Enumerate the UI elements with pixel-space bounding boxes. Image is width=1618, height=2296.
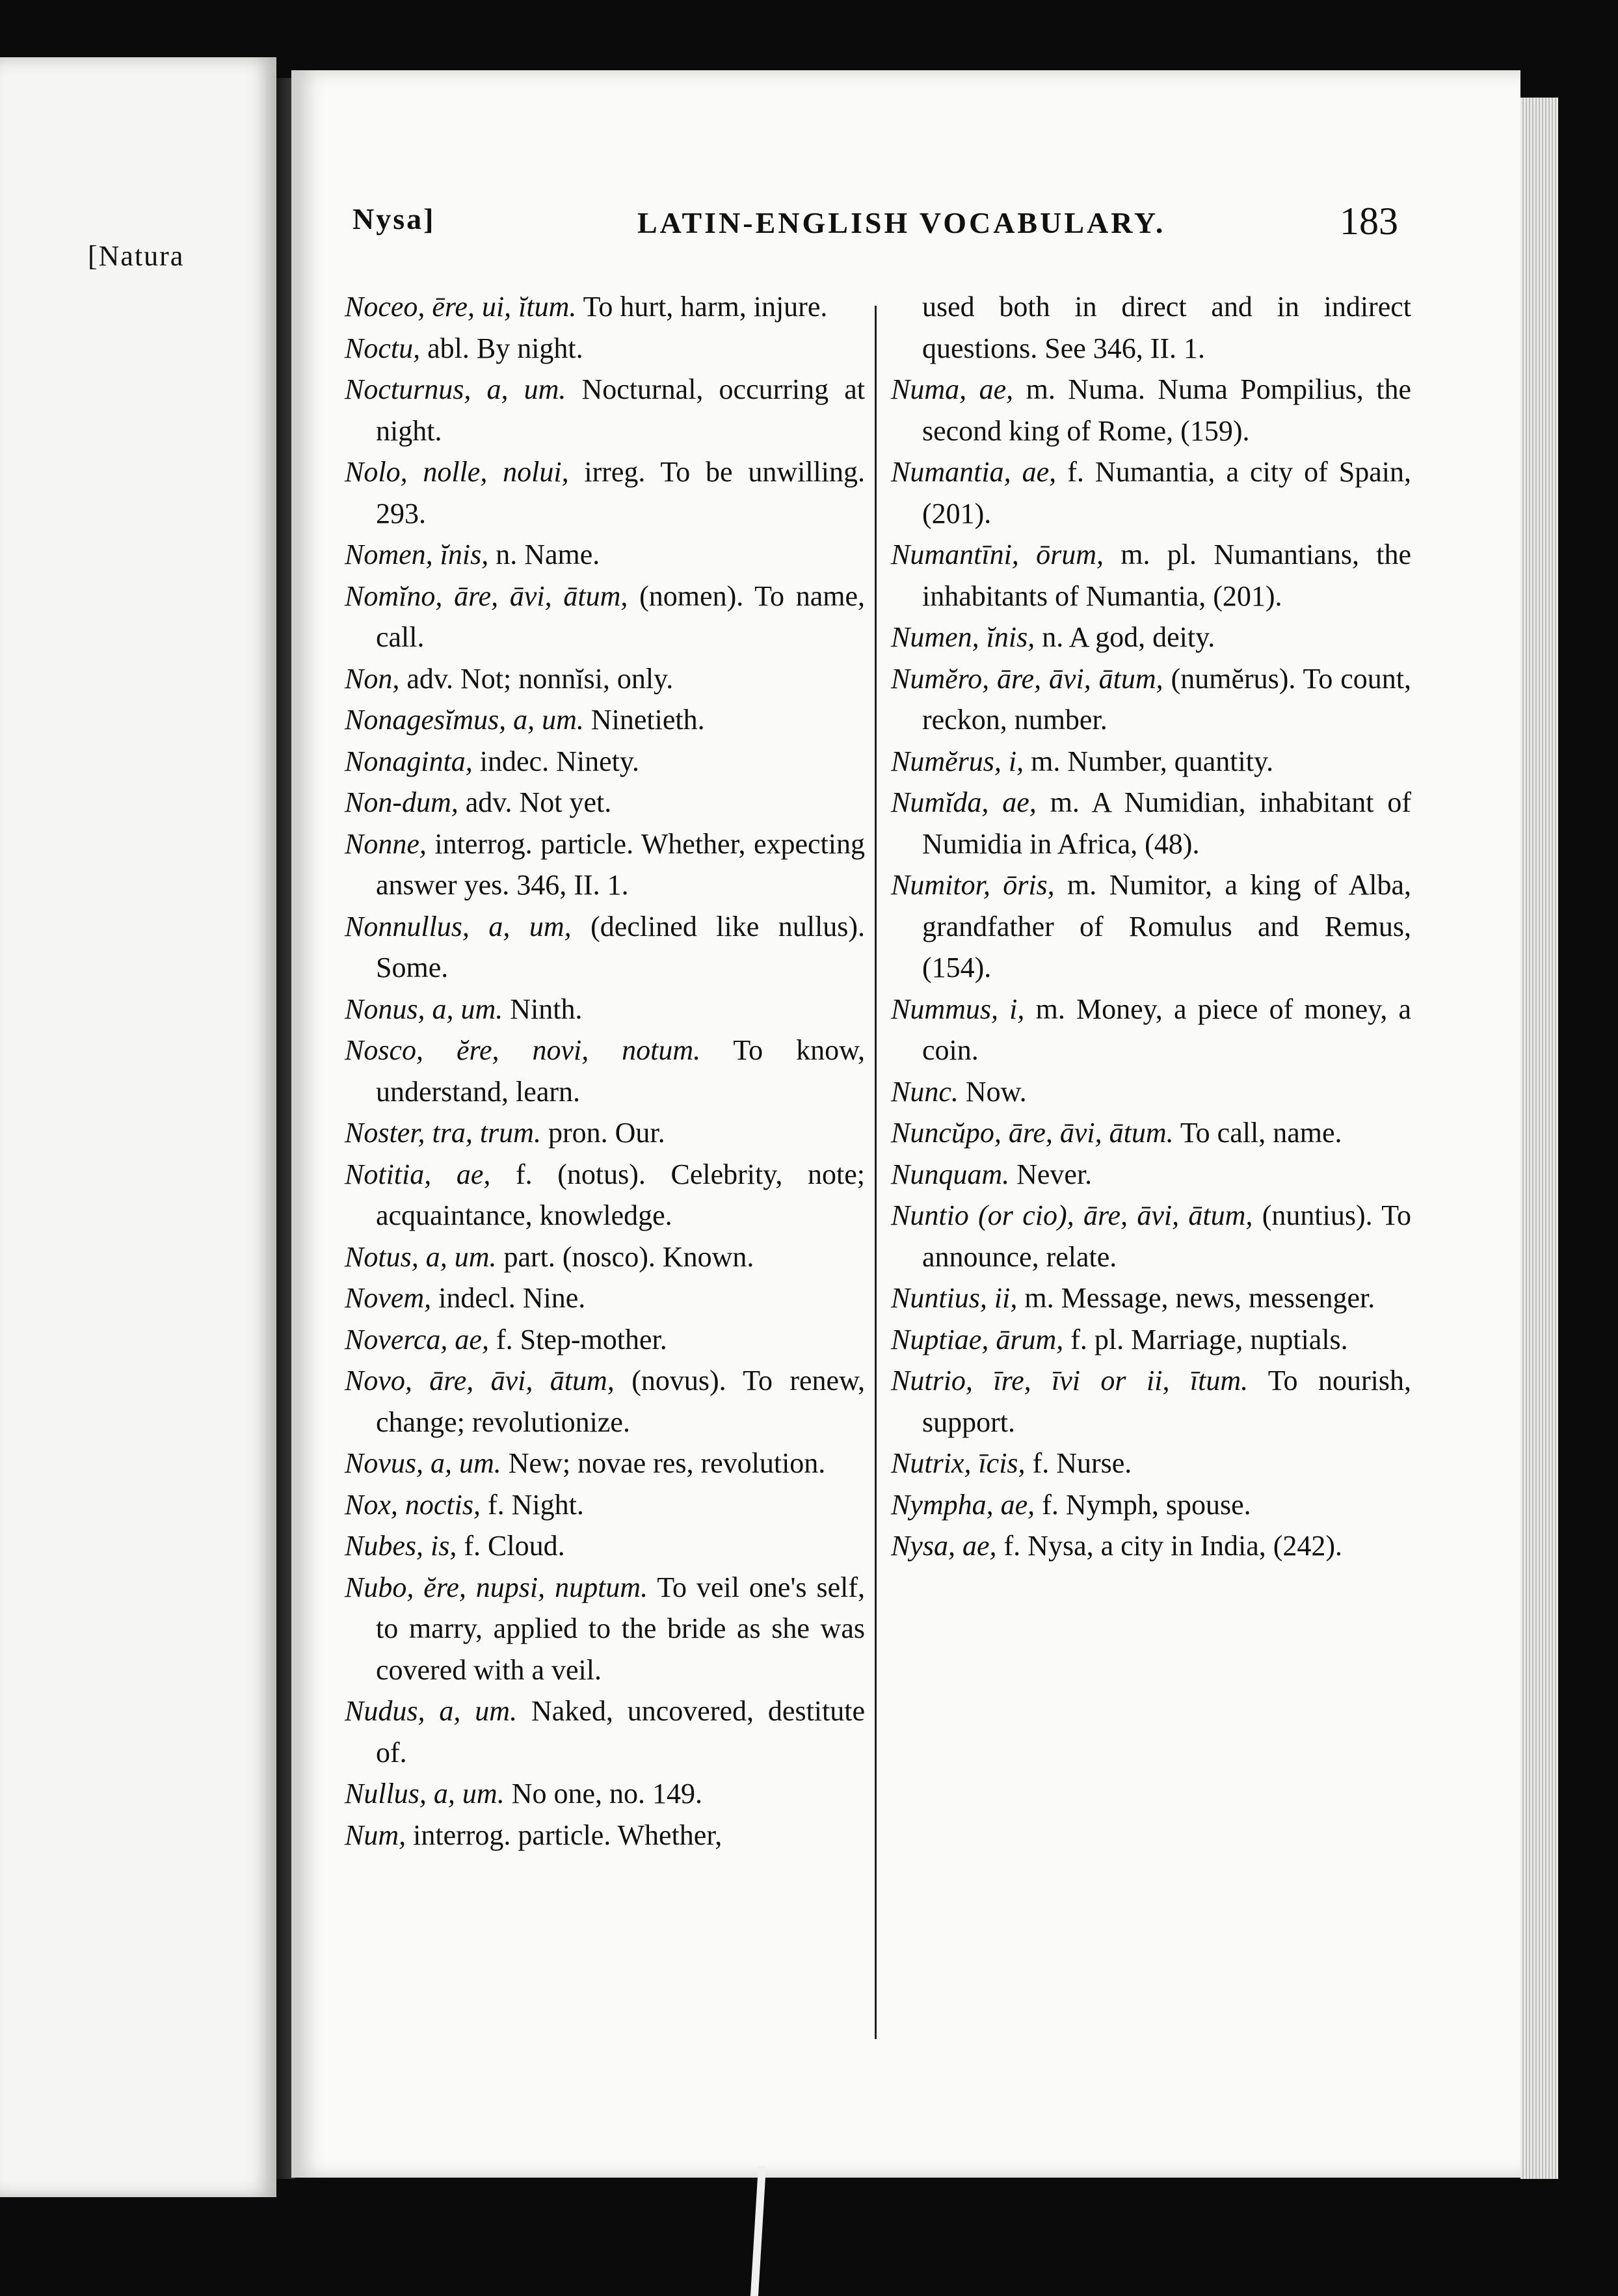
entry-headword: Noctu, (345, 332, 421, 364)
entry-headword: Nonne, (345, 827, 427, 860)
entry-headword: Numitor, ōris, (891, 869, 1055, 901)
entry-definition: used both in direct and in indirect questions. See 346, II. 1. (922, 291, 1411, 364)
entry-definition: m. Money, a piece of money, a coin. (922, 993, 1412, 1066)
entry-headword: Nonagesĭmus, a, um. (345, 704, 584, 736)
entry-definition: interrog. particle. Whether, expecting answer yes. 346, II. 1. (376, 827, 865, 901)
vocabulary-entry (345, 1277, 865, 1319)
entry-definition: abl. By night. (427, 332, 583, 364)
entry-headword: Nubo, ĕre, nupsi, nuptum. (345, 1571, 648, 1603)
entry-definition: indec. Ninety. (479, 745, 639, 777)
vocabulary-entry (345, 823, 865, 906)
vocabulary-entry (345, 1112, 865, 1154)
entry-definition: f. Nysa, a city in India, (242). (1003, 1530, 1343, 1562)
vocabulary-entry (891, 1443, 1411, 1484)
vocabulary-entry (345, 1567, 865, 1691)
guide-word: Nysa] (352, 202, 436, 235)
entry-definition: m. A Numidian, inhabitant of Numidia in Africa, (48). (922, 786, 1412, 860)
vocabulary-entry (891, 286, 1411, 369)
entry-definition: To call, name. (1180, 1117, 1342, 1149)
entry-definition: To hurt, harm, injure. (583, 291, 828, 323)
vocabulary-entry (891, 1112, 1411, 1154)
entry-headword: Nosco, ĕre, novi, notum. (345, 1034, 701, 1066)
entry-definition: m. Numa. Numa Pompilius, the second king of Rome, (159). (922, 373, 1411, 447)
vocabulary-entry (891, 658, 1411, 741)
entry-definition: To veil one's self, to marry, applied to the bride as she was covered with a veil. (376, 1571, 865, 1686)
entry-definition: No one, no. 149. (511, 1778, 703, 1809)
entry-headword: Nonus, a, um. (345, 993, 503, 1025)
entry-headword: Numĕro, āre, āvi, ātum, (891, 662, 1163, 695)
entry-headword: Numantia, ae, (891, 456, 1057, 488)
vocabulary-entry (345, 451, 865, 534)
vocabulary-entry (345, 782, 865, 823)
facing-page-left (0, 57, 276, 2197)
entry-definition: To know, understand, learn. (376, 1034, 865, 1108)
vocabulary-entry (345, 369, 865, 451)
entry-definition: Never. (1016, 1158, 1093, 1190)
vocabulary-entry (891, 782, 1411, 864)
entry-headword: Nolo, nolle, nolui, (345, 456, 569, 488)
entry-headword: Nutrix, īcis, (891, 1447, 1026, 1479)
entry-definition: m. Message, news, messenger. (1024, 1282, 1375, 1314)
entry-definition: f. Night. (487, 1488, 584, 1521)
entry-headword: Nuntius, ii, (891, 1282, 1018, 1314)
vocabulary-entry (345, 1236, 865, 1278)
entry-definition: indecl. Nine. (438, 1282, 586, 1314)
vocabulary-entry (345, 906, 865, 989)
entry-definition: New; novae res, revolution. (508, 1447, 826, 1479)
entry-headword: Notus, a, um. (345, 1240, 497, 1273)
vocabulary-entry (345, 658, 865, 700)
entry-definition: f. Step-mother. (496, 1323, 667, 1355)
entry-headword: Nomen, ĭnis, (345, 539, 489, 570)
entry-definition: f. Nymph, spouse. (1042, 1488, 1251, 1521)
entry-headword: Notitia, ae, (345, 1158, 491, 1190)
vocabulary-entry (891, 989, 1411, 1071)
page-title: LATIN-ENGLISH VOCABULARY. (637, 206, 1166, 239)
entry-definition: part. (nosco). Known. (503, 1240, 754, 1273)
vocabulary-entry (345, 741, 865, 782)
vocabulary-entry (345, 1360, 865, 1443)
paper-tear (732, 2166, 776, 2296)
vocabulary-entry (345, 1815, 865, 1856)
vocabulary-entry (345, 1484, 865, 1526)
entry-definition: (numĕrus). To count, reckon, number. (922, 662, 1411, 736)
vocabulary-entry (345, 1030, 865, 1112)
entry-definition: (nomen). To name, call. (376, 580, 866, 653)
vocabulary-entry (891, 1484, 1411, 1526)
entry-definition: n. Name. (496, 539, 600, 570)
entry-headword: Nysa, ae, (891, 1530, 997, 1562)
vocabulary-entry (345, 576, 865, 658)
vocabulary-entry (891, 451, 1411, 534)
entry-headword: Numĭda, ae, (891, 786, 1037, 818)
entry-headword: Nocturnus, a, um. (345, 373, 566, 405)
vocabulary-entry (345, 1154, 865, 1236)
entry-definition: Ninetieth. (590, 704, 705, 736)
vocabulary-entry (891, 1154, 1411, 1195)
entry-headword: Nudus, a, um. (345, 1695, 518, 1727)
entry-definition: pron. Our. (548, 1117, 665, 1149)
entry-headword: Nox, noctis, (345, 1488, 481, 1521)
entry-definition: f. Cloud. (464, 1530, 565, 1562)
vocabulary-entry (891, 617, 1411, 658)
entry-headword: Numen, ĭnis, (891, 621, 1035, 653)
entry-headword: Non, (345, 662, 400, 695)
entry-headword: Novo, āre, āvi, ātum, (345, 1365, 615, 1396)
vocabulary-entry (345, 1773, 865, 1815)
vocabulary-entry (345, 1319, 865, 1361)
entry-definition: f. pl. Marriage, nuptials. (1070, 1323, 1348, 1355)
vocabulary-entry (891, 864, 1411, 989)
entry-headword: Noster, tra, trum. (345, 1117, 541, 1149)
entry-definition: m. Numitor, a king of Alba, grandfather of Romulus and Remus, (154). (922, 869, 1411, 983)
column-divider (875, 306, 877, 2039)
entry-definition: (declined like nullus). Some. (376, 910, 865, 983)
entry-definition: Nocturnal, occurring at night. (376, 373, 866, 447)
entry-headword: Noverca, ae, (345, 1323, 489, 1355)
entry-headword: Numĕrus, i, (891, 745, 1024, 777)
entry-headword: Num, (345, 1819, 406, 1851)
vocabulary-entry (345, 1525, 865, 1567)
entry-headword: Non-dum, (345, 786, 458, 818)
entry-definition: n. A god, deity. (1042, 621, 1215, 653)
vocabulary-entry (891, 1319, 1411, 1361)
vocabulary-entry (891, 1277, 1411, 1319)
entry-headword: Nutrio, īre, īvi or ii, ītum. (891, 1365, 1249, 1396)
vocabulary-entry (891, 1360, 1411, 1443)
vocabulary-column-right (891, 286, 1411, 1567)
entry-headword: Nonaginta, (345, 745, 473, 777)
entry-definition: f. Numantia, a city of Spain, (201). (922, 456, 1412, 529)
entry-definition: adv. Not yet. (465, 786, 612, 818)
vocabulary-entry (345, 989, 865, 1030)
entry-definition: f. (notus). Celebrity, note; acquaintance, knowledge. (376, 1158, 865, 1231)
vocabulary-entry (345, 699, 865, 741)
entry-definition: (nuntius). To announce, relate. (922, 1199, 1412, 1273)
entry-definition: Ninth. (510, 993, 583, 1025)
entry-headword: Nympha, ae, (891, 1488, 1035, 1521)
page-number: 183 (1340, 200, 1398, 243)
entry-headword: Nomĭno, āre, āvi, ātum, (345, 580, 628, 612)
vocabulary-column-left (345, 286, 865, 1856)
vocabulary-entry (345, 534, 865, 576)
vocabulary-entry (891, 1525, 1411, 1567)
entry-definition: m. pl. Numantians, the inhabitants of Numantia, (201). (922, 539, 1412, 612)
entry-definition: (novus). To renew, change; revolutionize. (376, 1365, 866, 1438)
entry-headword: Numantīni, ōrum, (891, 539, 1104, 570)
entry-headword: Nuntio (or cio), āre, āvi, ātum, (891, 1199, 1253, 1231)
entry-headword: Nubes, is, (345, 1530, 457, 1562)
vocabulary-entry (891, 1195, 1411, 1277)
vocabulary-entry (345, 286, 865, 328)
page-block-edge (1520, 98, 1558, 2179)
entry-headword: Nullus, a, um. (345, 1778, 505, 1809)
entry-headword: Nunquam. (891, 1158, 1010, 1190)
entry-headword: Nunc. (891, 1075, 959, 1108)
entry-definition: Now. (965, 1075, 1027, 1108)
vocabulary-entry (345, 1443, 865, 1484)
vocabulary-entry (345, 328, 865, 369)
entry-definition: interrog. particle. Whether, (413, 1819, 723, 1851)
entry-definition: f. Nurse. (1032, 1447, 1132, 1479)
entry-headword: Novus, a, um. (345, 1447, 501, 1479)
entry-definition: To nourish, support. (922, 1365, 1411, 1438)
vocabulary-entry (345, 1690, 865, 1773)
vocabulary-entry (891, 534, 1411, 617)
entry-definition: adv. Not; nonnĭsi, only. (406, 662, 674, 695)
entry-headword: Nonnullus, a, um, (345, 910, 572, 942)
facing-page-running-head: [Natura (88, 240, 185, 272)
entry-headword: Novem, (345, 1282, 432, 1314)
vocabulary-entry (891, 369, 1411, 451)
entry-definition: irreg. To be unwilling. 293. (376, 456, 866, 529)
entry-headword: Nummus, i, (891, 993, 1025, 1025)
entry-headword: Nuptiae, ārum, (891, 1323, 1064, 1355)
entry-headword: Noceo, ēre, ui, ĭtum. (345, 291, 577, 323)
vocabulary-entry (891, 1071, 1411, 1113)
vocabulary-entry (891, 741, 1411, 782)
entry-headword: Numa, ae, (891, 373, 1014, 405)
entry-headword: Nuncŭpo, āre, āvi, ātum. (891, 1117, 1174, 1149)
entry-definition: Naked, uncovered, destitute of. (376, 1695, 866, 1769)
entry-definition: m. Number, quantity. (1031, 745, 1274, 777)
